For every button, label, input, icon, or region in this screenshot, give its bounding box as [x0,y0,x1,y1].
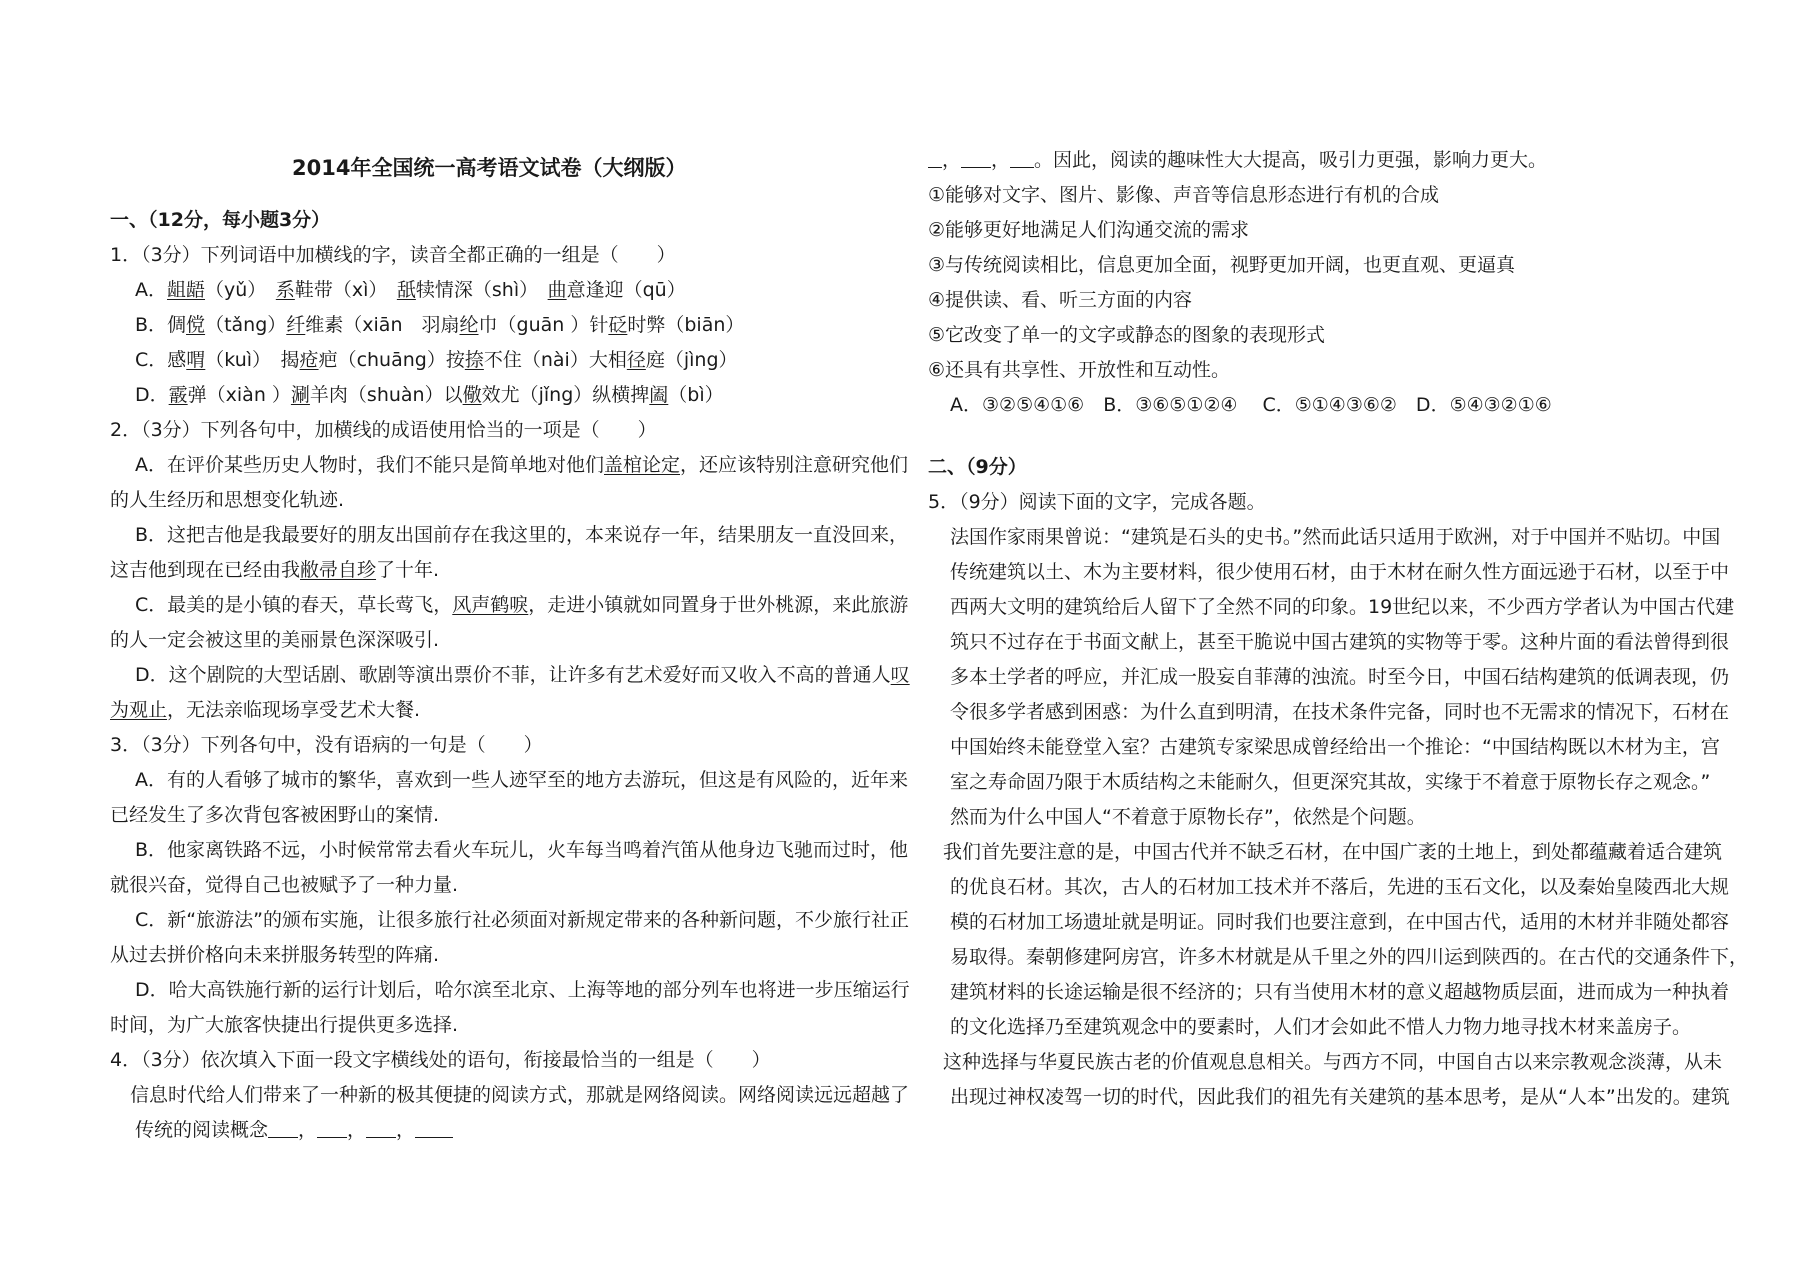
answer-blank[interactable] [268,1119,298,1138]
left-text-line-q4p1: 信息时代给人们带来了一种新的极其便捷的阅读方式，那就是网络阅读。网络阅读远远超越了 [130,1084,910,1106]
left-text-line-q2b1: B．这把吉他是我最要好的朋友出国前存在我这里的，本来说存一年，结果朋友一直没回来， [135,524,909,546]
answer-blank[interactable] [415,1119,453,1138]
right-text-line-p9: 然而为什么中国人“不着意于原物长存”，依然是个问题。 [950,806,1426,828]
right-text-line-s2: 二、（9分） [928,456,1027,478]
right-text-line-r8: A．③②⑤④①⑥ B．③⑥⑤①②④ C．⑤①④③⑥② D．⑤④③②①⑥ [950,394,1552,416]
left-text-line-q1d: D．霰弹（xiàn ）涮羊肉（shuàn）以儆效尤（jǐng）纵横捭阖（bì） [135,384,724,406]
left-text-line-q2a1: A．在评价某些历史人物时，我们不能只是简单地对他们盖棺论定，还应该特别注意研究他们 [135,454,909,476]
left-text-line-q3d2: 时间，为广大旅客快捷出行提供更多选择. [110,1014,459,1036]
right-text-line-p4: 筑只不过存在于书面文献上，甚至干脆说中国古建筑的实物等于零。这种片面的看法曾得到很 [950,631,1730,653]
answer-blank[interactable] [961,149,991,168]
right-text-line-p14: 建筑材料的长途运输是很不经济的；只有当使用木材的意义超越物质层面，进而成为一种执着 [950,981,1730,1003]
right-text-line-p8: 室之寿命固乃限于木质结构之未能耐久，但更深究其故，实缘于不着意于原物长存之观念。” [950,771,1711,793]
left-text-line-q2c2: 的人一定会被这里的美丽景色深深吸引. [110,629,440,651]
left-text-line-q1a: A．龃龉（yǔ） 系鞋带（xì） 舐犊情深（shì） 曲意逢迎（qū） [135,279,686,301]
left-text-line-q4: 4．（3分）依次填入下面一段文字横线处的语句，衔接最恰当的一组是（ ） [110,1049,771,1071]
left-text-line-q3b1: B．他家离铁路不远，小时候常常去看火车玩儿，火车每当鸣着汽笛从他身边飞驰而过时，他 [135,839,909,861]
left-text-line-q2d1: D．这个剧院的大型话剧、歌剧等演出票价不菲，让许多有艺术爱好而又收入不高的普通人叹 [135,664,910,686]
right-text-line-p3: 西两大文明的建筑给后人留下了全然不同的印象。19世纪以来，不少西方学者认为中国古代建 [950,596,1735,618]
left-text-line-q2b2: 这吉他到现在已经由我敝帚自珍了十年. [110,559,440,581]
left-text-line-q1c: C．感喟（kuì） 揭疮疤（chuāng）按捺不住（nài）大相径庭（jìng） [135,349,738,371]
left-text-line-q3b2: 就很兴奋，觉得自己也被赋予了一种力量. [110,874,459,896]
right-text-line-p10: 我们首先要注意的是，中国古代并不缺乏石材，在中国广袤的土地上，到处都蕴藏着适合建筑 [943,841,1723,863]
left-text-line-q4p2: 传统的阅读概念 ， ， ， [135,1118,453,1142]
left-text-line-q3: 3．（3分）下列各句中，没有语病的一句是（ ） [110,734,543,756]
right-text-line-r2: ①能够对文字、图片、影像、声音等信息形态进行有机的合成 [928,184,1440,206]
left-text-line-q1: 1．（3分）下列词语中加横线的字，读音全都正确的一组是（ ） [110,244,676,266]
right-text-line-p5: 多本土学者的呼应，并汇成一股妄自菲薄的浊流。时至今日，中国石结构建筑的低调表现，仍 [950,666,1730,688]
left-text-line-q3a1: A．有的人看够了城市的繁华，喜欢到一些人迹罕至的地方去游玩，但这是有风险的，近年来 [135,769,908,791]
right-text-line-r6: ⑤它改变了单一的文字或静态的图象的表现形式 [928,324,1326,346]
left-text-line-s1: 一、（12分，每小题3分） [110,209,331,231]
right-text-line-r3: ②能够更好地满足人们沟通交流的需求 [928,219,1250,241]
left-text-line-q2c1: C．最美的是小镇的春天，草长莺飞，风声鹤唳，走进小镇就如同置身于世外桃源，来此旅游 [135,594,909,616]
right-text-line-r7: ⑥还具有共享性、开放性和互动性。 [928,359,1231,381]
left-text-line-q2d2: 为观止，无法亲临现场享受艺术大餐. [110,699,421,721]
right-text-line-p1: 法国作家雨果曾说：“建筑是石头的史书。”然而此话只适用于欧洲，对于中国并不贴切。中国 [950,526,1721,548]
right-text-line-p13: 易取得。秦朝修建阿房宫，许多木材就是从千里之外的四川运到陕西的。在古代的交通条件下， [950,946,1749,968]
left-text-line-q3c1: C．新“旅游法”的颁布实施，让很多旅行社必须面对新规定带来的各种新问题，不少旅行社正 [135,909,909,931]
page-title: 2014年全国统一高考语文试卷（大纲版） [292,156,687,180]
answer-blank[interactable] [928,149,942,168]
right-text-line-p17: 出现过神权凌驾一切的时代，因此我们的祖先有关建筑的基本思考，是从“人本”出发的。建筑 [950,1086,1730,1108]
left-text-line-q3a2: 已经发生了多次背包客被困野山的案情. [110,804,440,826]
right-text-line-p11: 的优良石材。其次，古人的石材加工技术并不落后，先进的玉石文化，以及秦始皇陵西北大规 [950,876,1730,898]
right-text-line-p7: 中国始终未能登堂入室？古建筑专家梁思成曾经给出一个推论：“中国结构既以木材为主，宫 [950,736,1720,758]
left-text-line-q2a2: 的人生经历和思想变化轨迹. [110,489,345,511]
left-text-line-q1b: B．倜傥（tǎng）纤维素（xiān 羽扇纶巾（guān ）针砭时弊（biān） [135,314,745,336]
right-text-line-p6: 令很多学者感到困惑：为什么直到明清，在技术条件完备，同时也不无需求的情况下，石材在 [950,701,1730,723]
answer-blank[interactable] [317,1119,347,1138]
right-text-line-q5: 5．（9分）阅读下面的文字，完成各题。 [928,491,1266,513]
right-text-line-p2: 传统建筑以土、木为主要材料，很少使用石材，由于木材在耐久性方面远逊于石材，以至于中 [950,561,1730,583]
right-text-line-r1: ， ， 。因此，阅读的趣味性大大提高，吸引力更强，影响力更大。 [928,148,1547,172]
right-text-line-p15: 的文化选择乃至建筑观念中的要素时，人们才会如此不惜人力物力地寻找木材来盖房子。 [950,1016,1692,1038]
answer-blank[interactable] [1010,149,1034,168]
right-text-line-r4: ③与传统阅读相比，信息更加全面，视野更加开阔，也更直观、更逼真 [928,254,1516,276]
right-text-line-p16: 这种选择与华夏民族古老的价值观息息相关。与西方不同，中国自古以来宗教观念淡薄，从未 [943,1051,1723,1073]
left-text-line-q3d1: D．哈大高铁施行新的运行计划后，哈尔滨至北京、上海等地的部分列车也将进一步压缩运行 [135,979,910,1001]
right-text-line-r5: ④提供读、看、听三方面的内容 [928,289,1193,311]
left-text-line-q3c2: 从过去拼价格向未来拼服务转型的阵痛. [110,944,440,966]
right-text-line-p12: 模的石材加工场遗址就是明证。同时我们也要注意到，在中国古代，适用的木材并非随处都容 [950,911,1730,933]
answer-blank[interactable] [366,1119,396,1138]
left-text-line-q2: 2．（3分）下列各句中，加横线的成语使用恰当的一项是（ ） [110,419,657,441]
